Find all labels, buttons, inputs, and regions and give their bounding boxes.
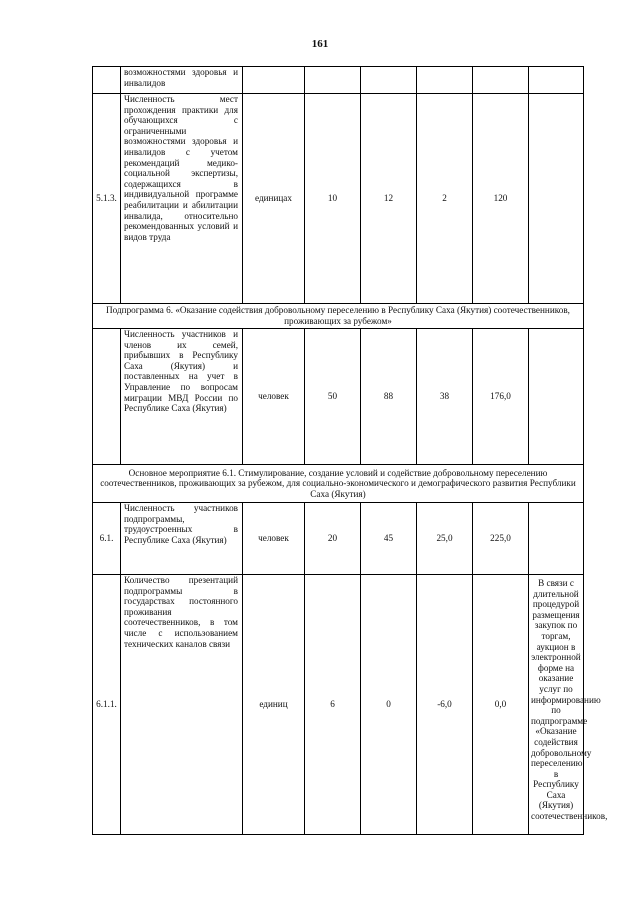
table-row	[93, 575, 584, 835]
row-unit: человек	[243, 329, 305, 465]
row-unit	[243, 67, 305, 94]
row-value-2	[361, 67, 417, 94]
row-value-4: 120	[473, 94, 529, 304]
table-row	[93, 329, 584, 465]
row-code: 6.1.	[93, 503, 121, 575]
row-note	[529, 67, 584, 94]
row-value-2: 0	[361, 575, 417, 835]
row-value-3: 38	[417, 329, 473, 465]
row-note	[529, 329, 584, 465]
subprogram-heading: Подпрограмма 6. «Оказание содействия добровольному переселению в Республику Саха (Якутия) соотечественников, проживающих за рубежом»	[93, 304, 584, 329]
row-code	[93, 329, 121, 465]
row-unit: единицах	[243, 94, 305, 304]
row-value-3	[417, 67, 473, 94]
row-description: возможностями здоровья и инвалидов	[121, 67, 243, 94]
table-row	[93, 503, 584, 575]
row-value-3: -6,0	[417, 575, 473, 835]
row-description: Численность мест прохождения практики для обучающихся с ограниченными возможностями здоровья и инвалидов с учетом рекомендаций медико-социальной экспертизы, содержащихся в индивидуальной программе реабилитации и абилитации инвалида, относительно рекомендованных условий и видов труда	[121, 94, 243, 304]
indicators-table	[92, 66, 608, 835]
row-code: 5.1.3.	[93, 94, 121, 304]
page-number: 161	[311, 38, 329, 50]
row-value-4: 225,0	[473, 503, 529, 575]
row-note	[529, 503, 584, 575]
row-description: Численность участников и членов их семей, прибывших в Республику Саха (Якутия) и поставленных на учет в Управление по вопросам миграции МВД России по Республике Саха (Якутия)	[121, 329, 243, 465]
row-unit: человек	[243, 503, 305, 575]
row-code	[93, 67, 121, 94]
row-value-4	[473, 67, 529, 94]
table-row	[93, 94, 584, 304]
row-description: Количество презентаций подпрограммы в государствах постоянного проживания соотечественников, в том числе с использованием технических каналов связи	[121, 575, 243, 835]
row-value-2: 45	[361, 503, 417, 575]
section-row	[93, 304, 584, 329]
row-note: В связи с длительной процедурой размещения закупок по торгам, аукцион в электронной форме на оказание услуг по информированию по подпрограмме «Оказание содействия добровольному переселению в Республику Саха (Якутия) соотечественников,	[529, 575, 584, 835]
row-description: Численность участников подпрограммы, трудоустроенных в Республике Саха (Якутия)	[121, 503, 243, 575]
row-value-1: 6	[305, 575, 361, 835]
row-code: 6.1.1.	[93, 575, 121, 835]
row-value-1: 10	[305, 94, 361, 304]
row-value-1: 50	[305, 329, 361, 465]
main-activity-heading: Основное мероприятие 6.1. Стимулирование, создание условий и содействие добровольному переселению соотечественников, проживающих за рубежом, для социально-экономического и демографического развития Республики Саха (Якутия)	[93, 465, 584, 503]
row-note	[529, 94, 584, 304]
row-value-4: 0,0	[473, 575, 529, 835]
row-value-3: 25,0	[417, 503, 473, 575]
row-value-1: 20	[305, 503, 361, 575]
row-value-1	[305, 67, 361, 94]
row-value-2: 12	[361, 94, 417, 304]
row-value-3: 2	[417, 94, 473, 304]
row-value-2: 88	[361, 329, 417, 465]
table-row	[93, 67, 584, 94]
row-unit: единиц	[243, 575, 305, 835]
row-value-4: 176,0	[473, 329, 529, 465]
section-row	[93, 465, 584, 503]
